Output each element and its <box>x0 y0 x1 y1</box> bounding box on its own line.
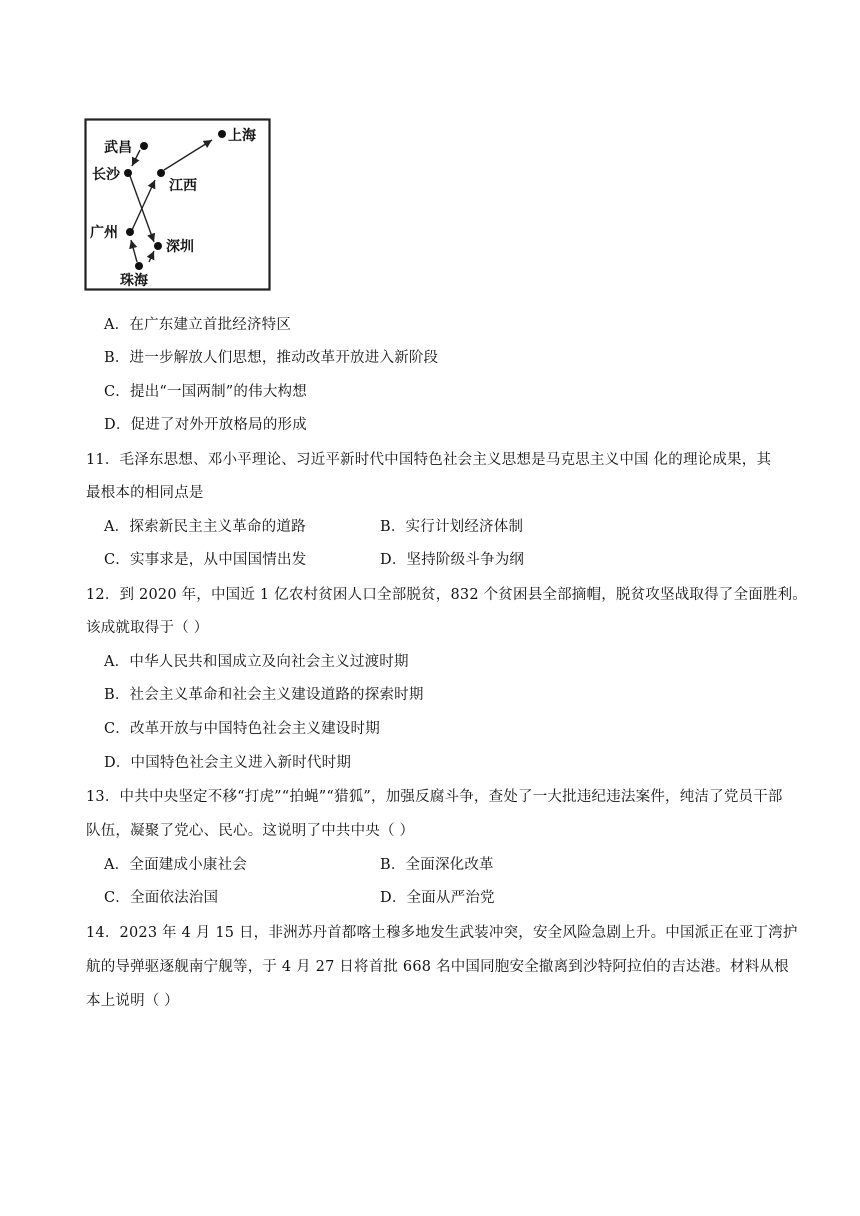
q14-stem-line2: 航的导弹驱逐舰南宁舰等，于 4 月 27 日将首批 668 名中国同胞安全撤离到沙特阿拉伯的吉达港。材料从根 <box>86 959 789 975</box>
label-shanghai: 上海 <box>228 128 256 144</box>
q12-option-d: D．中国特色社会主义进入新时代时期 <box>104 755 352 771</box>
label-wuchang: 武昌 <box>104 140 132 156</box>
q14-stem-line3: 本上说明（ ） <box>86 993 180 1009</box>
dot-guangzhou <box>126 228 134 236</box>
route-map-figure <box>84 118 272 292</box>
arrow-jiangxi-shanghai <box>164 140 212 170</box>
label-zhuhai: 珠海 <box>120 273 148 289</box>
dot-shenzhen <box>154 242 162 250</box>
dot-wuchang <box>140 142 148 150</box>
label-jiangxi: 江西 <box>169 178 197 194</box>
route-map-svg <box>84 118 272 292</box>
q11-option-a: A．探索新民主主义革命的道路 <box>104 519 306 535</box>
q13-option-c: C．全面依法治国 <box>104 890 219 906</box>
q13-option-b: B．全面深化改革 <box>380 857 494 873</box>
dot-changsha <box>124 169 132 177</box>
q10-option-d: D．促进了对外开放格局的形成 <box>104 417 307 433</box>
q11-option-c: C．实事求是，从中国国情出发 <box>104 552 307 568</box>
arrow-wuchang-changsha <box>132 150 140 166</box>
q13-stem-line2: 队伍，凝聚了党心、民心。这说明了中共中央（ ） <box>86 823 415 839</box>
q10-option-a: A．在广东建立首批经济特区 <box>104 317 292 333</box>
q12-option-b: B．社会主义革命和社会主义建设道路的探索时期 <box>104 687 424 703</box>
q12-option-a: A．中华人民共和国成立及向社会主义过渡时期 <box>104 654 409 670</box>
q11-option-b: B．实行计划经济体制 <box>380 519 524 535</box>
q11-stem-line2: 最根本的相同点是 <box>86 485 204 501</box>
q12-stem-line2: 该成就取得于（ ） <box>86 620 209 636</box>
q11-option-d: D．坚持阶级斗争为纲 <box>380 552 525 568</box>
dot-jiangxi <box>157 169 165 177</box>
dot-shanghai <box>218 130 226 138</box>
arrow-zhuhai-shenzhen <box>149 251 154 262</box>
dot-zhuhai <box>135 262 143 270</box>
arrow-guangzhou-jiangxi <box>132 180 155 230</box>
label-changsha: 长沙 <box>92 167 120 183</box>
q10-option-c: C．提出“一国两制”的伟大构想 <box>104 384 307 400</box>
q12-option-c: C．改革开放与中国特色社会主义建设时期 <box>104 721 380 737</box>
q13-option-d: D．全面从严治党 <box>380 890 495 906</box>
q13-stem-line1: 13．中共中央坚定不移“打虎”“拍蝇”“猎狐”，加强反腐斗争，查处了一大批违纪违法案件，纯洁了党员干部 <box>86 789 783 805</box>
label-shenzhen: 深圳 <box>166 239 194 255</box>
q10-option-b: B．进一步解放人们思想，推动改革开放进入新阶段 <box>104 350 439 366</box>
label-guangzhou: 广州 <box>90 225 118 241</box>
arrow-zhuhai-guangzhou <box>131 240 137 262</box>
q14-stem-line1: 14．2023 年 4 月 15 日，非洲苏丹首都喀土穆多地发生武装冲突，安全风险急剧上升。中国派正在亚丁湾护 <box>86 925 798 941</box>
q13-option-a: A．全面建成小康社会 <box>104 857 247 873</box>
q11-stem-line1: 11．毛泽东思想、邓小平理论、习近平新时代中国特色社会主义思想是马克思主义中国 化的理论成果，其 <box>86 452 772 468</box>
q12-stem-line1: 12．到 2020 年，中国近 1 亿农村贫困人口全部脱贫，832 个贫困县全部摘帽，脱贫攻坚战取得了全面胜利。 <box>86 587 807 603</box>
